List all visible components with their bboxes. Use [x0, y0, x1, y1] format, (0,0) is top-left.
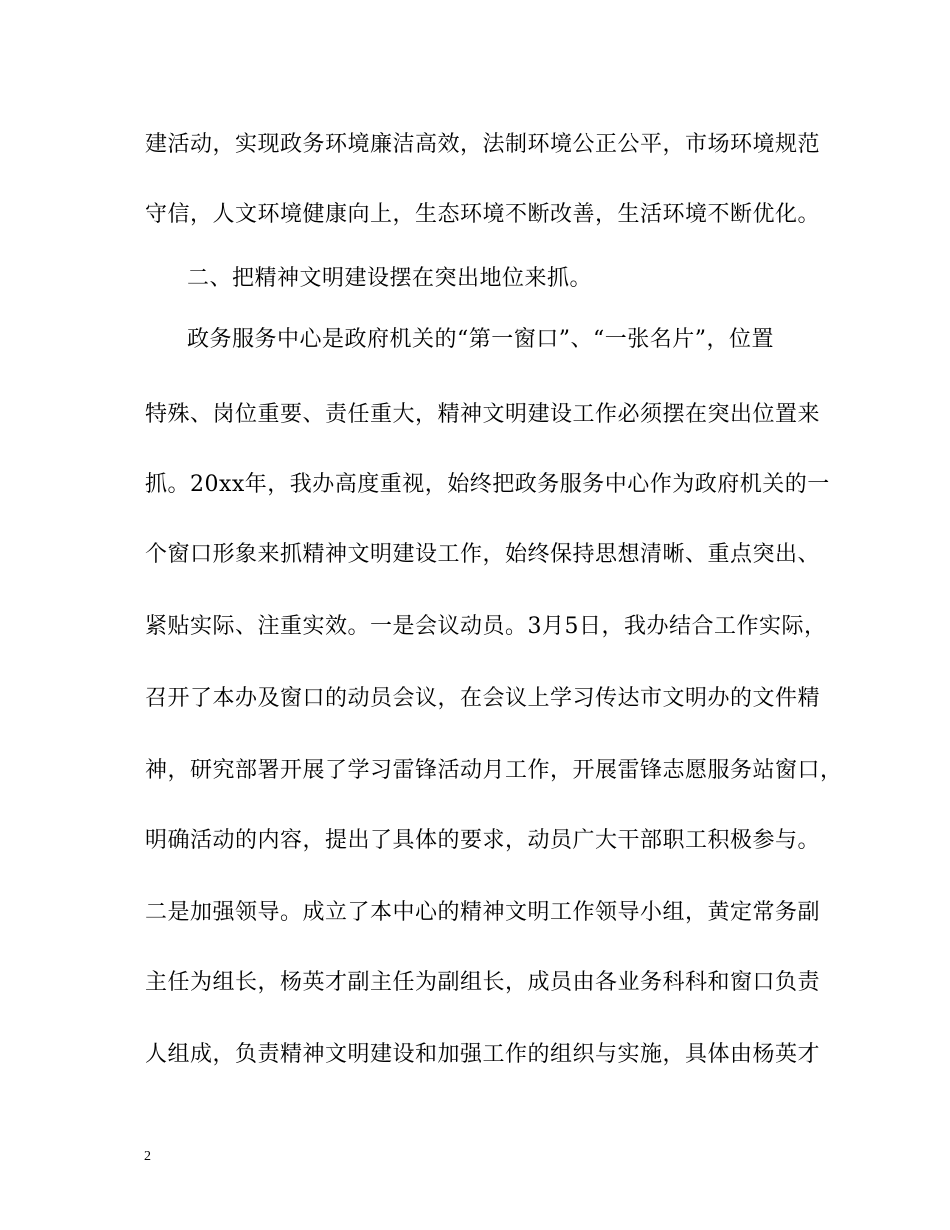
body-text-line: 主任为组长，杨英才副主任为副组长，成员由各业务科科和窗口负责: [145, 970, 821, 995]
section-heading: 二、把精神文明建设摆在突出地位来抓。: [187, 266, 593, 291]
body-text-line: 政务服务中心是政府机关的“第一窗口”、“一张名片”，位置: [187, 327, 774, 352]
body-text-line: 神，研究部署开展了学习雷锋活动月工作，开展雷锋志愿服务站窗口，: [145, 758, 843, 783]
body-text-line: 守信，人文环境健康向上，生态环境不断改善，生活环境不断优化。: [145, 202, 821, 227]
body-text-line: 召开了本办及窗口的动员会议，在会议上学习传达市文明办的文件精: [145, 686, 821, 711]
body-text-line: 人组成，负责精神文明建设和加强工作的组织与实施，具体由杨英才: [145, 1042, 821, 1067]
body-text-line: 抓。20xx年，我办高度重视，始终把政务服务中心作为政府机关的一: [145, 472, 830, 497]
body-text-line: 二是加强领导。成立了本中心的精神文明工作领导小组，黄定常务副: [145, 900, 821, 925]
body-text-line: 建活动，实现政务环境廉洁高效，法制环境公正公平，市场环境规范: [145, 132, 821, 157]
body-text-line: 明确活动的内容，提出了具体的要求，动员广大干部职工积极参与。: [145, 828, 821, 853]
body-text-line: 特殊、岗位重要、责任重大，精神文明建设工作必须摆在突出位置来: [145, 402, 821, 427]
body-text-line: 紧贴实际、注重实效。一是会议动员。3月5日，我办结合工作实际，: [145, 614, 827, 639]
page-number: 2: [144, 1149, 151, 1164]
body-text-line: 个窗口形象来抓精神文明建设工作，始终保持思想清晰、重点突出、: [145, 542, 821, 567]
